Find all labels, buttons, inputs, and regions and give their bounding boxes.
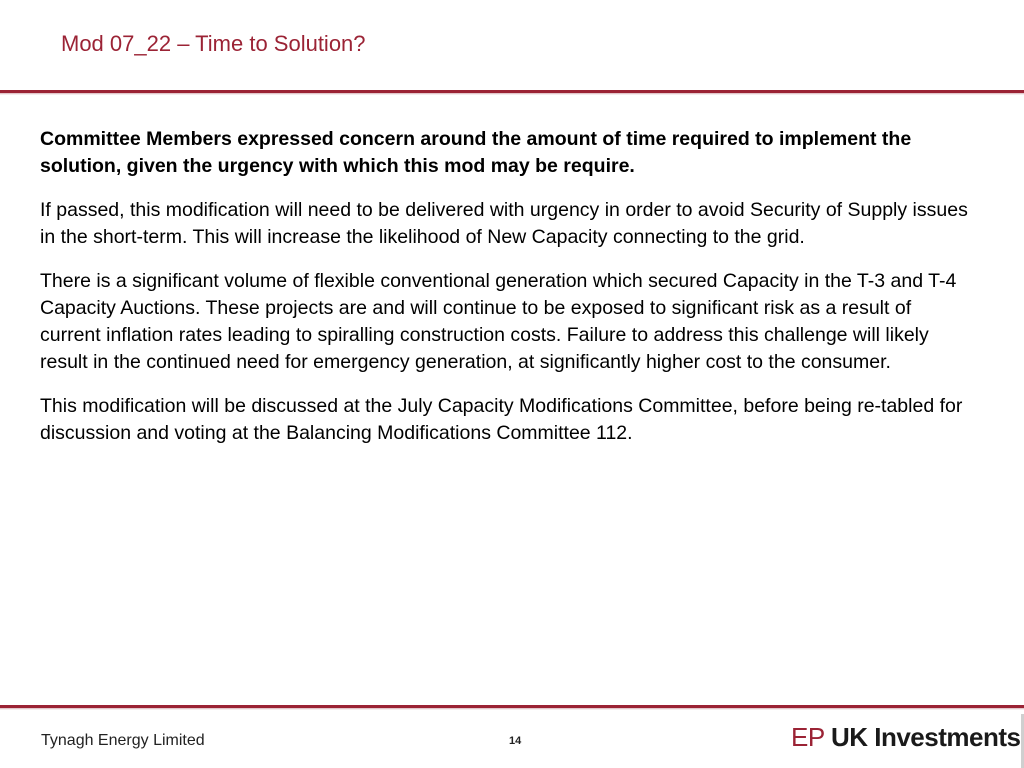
lead-paragraph: Committee Members expressed concern around the amount of time required to implement the solution, given the urgency with which this mod may be require. — [40, 128, 912, 177]
page-number: 14 — [509, 735, 522, 747]
slide-title: Mod 07_22 – Time to Solution? — [61, 31, 366, 56]
ep-uk-investments-logo — [791, 722, 1020, 753]
footer-company-name: Tynagh Energy Limited — [41, 732, 205, 749]
body-paragraph: There is a significant volume of flexible conventional generation which secured Capacity in the T-3 and T-4 Capacity Auctions. These projects are and will continue to be exposed to significant risk as a result of current inflation rates leading to spiralling construction costs. Failure to address this challenge will likely result in the continued need for emergency generation, at significantly higher cost to the consumer. — [40, 270, 957, 373]
body-paragraph: This modification will be discussed at the July Capacity Modifications Committee, before being re-tabled for discussion and voting at the Balancing Modifications Committee 112. — [40, 395, 963, 444]
body-paragraph: If passed, this modification will need to be delivered with urgency in order to avoid Security of Supply issues in the short-term. This will increase the likelihood of New Capacity connecting to the grid. — [40, 199, 968, 248]
footer-divider-shadow — [0, 708, 1024, 710]
logo-ep-mark: EP — [791, 722, 825, 752]
slide-body — [40, 126, 970, 464]
logo-company-name: UK Investments — [830, 722, 1021, 752]
header-divider-shadow — [0, 93, 1024, 95]
